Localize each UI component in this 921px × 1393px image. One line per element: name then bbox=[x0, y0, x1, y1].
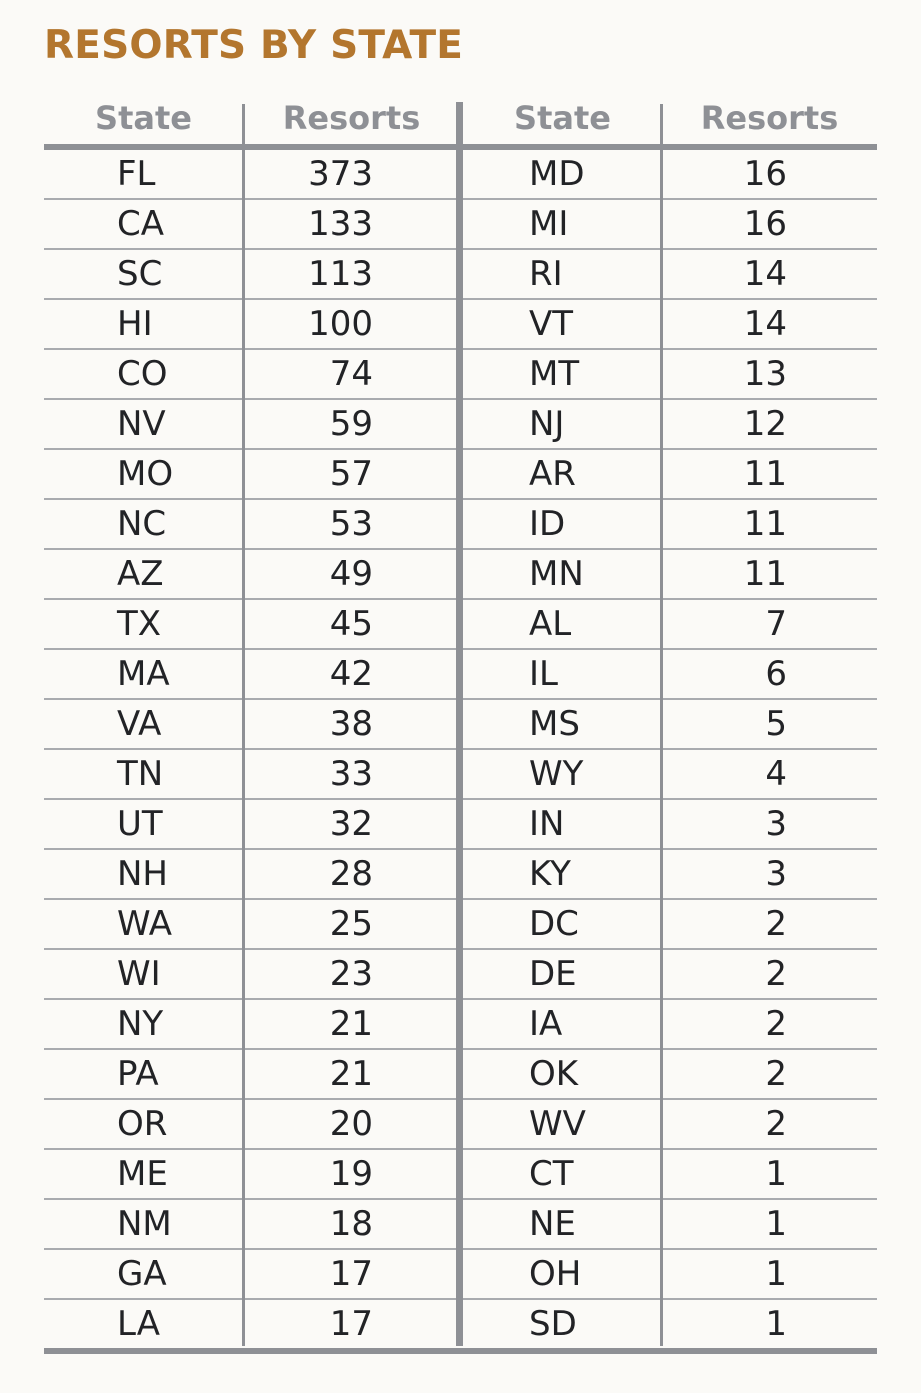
resorts-right-cell: 12 bbox=[743, 404, 787, 444]
state-right-cell: AR bbox=[529, 454, 576, 494]
resorts-right-cell: 2 bbox=[765, 954, 787, 994]
resorts-right-cell: 2 bbox=[765, 904, 787, 944]
state-left-cell: AZ bbox=[117, 554, 164, 594]
resorts-left-cell: 28 bbox=[329, 854, 373, 894]
resorts-right-cell: 2 bbox=[765, 1104, 787, 1144]
state-right-cell: ID bbox=[529, 504, 566, 544]
resorts-right-cell: 11 bbox=[743, 454, 787, 494]
state-right-cell: MT bbox=[529, 354, 580, 394]
resorts-left-cell: 25 bbox=[329, 904, 373, 944]
resorts-right-cell: 1 bbox=[765, 1154, 787, 1194]
resorts-left-cell: 23 bbox=[329, 954, 373, 994]
resorts-left-cell: 38 bbox=[329, 704, 373, 744]
state-left-cell: NC bbox=[117, 504, 167, 544]
state-right-cell: OH bbox=[529, 1254, 582, 1294]
resorts-right-cell: 1 bbox=[765, 1254, 787, 1294]
resorts-left-cell: 20 bbox=[329, 1104, 373, 1144]
state-left-cell: FL bbox=[117, 154, 156, 194]
resorts-table bbox=[44, 92, 877, 1354]
state-left-cell: LA bbox=[117, 1304, 160, 1344]
resorts-left-cell: 59 bbox=[329, 404, 373, 444]
resorts-left-cell: 42 bbox=[329, 654, 373, 694]
resorts-left-cell: 32 bbox=[329, 804, 373, 844]
state-left-cell: UT bbox=[117, 804, 163, 844]
state-right-cell: MS bbox=[529, 704, 580, 744]
state-left-cell: TN bbox=[117, 754, 164, 794]
state-right-cell: VT bbox=[529, 304, 574, 344]
resorts-left-cell: 33 bbox=[329, 754, 373, 794]
resorts-right-cell: 2 bbox=[765, 1054, 787, 1094]
state-right-cell: WV bbox=[529, 1104, 586, 1144]
resorts-left-cell: 100 bbox=[308, 304, 373, 344]
resorts-left-cell: 19 bbox=[329, 1154, 373, 1194]
state-right-cell: CT bbox=[529, 1154, 574, 1194]
resorts-left-cell: 113 bbox=[308, 254, 373, 294]
state-left-cell: NM bbox=[117, 1204, 172, 1244]
state-right-cell: MI bbox=[529, 204, 569, 244]
header-resorts-right: Resorts bbox=[700, 99, 839, 137]
resorts-left-cell: 17 bbox=[329, 1304, 373, 1344]
header-state-right: State bbox=[514, 99, 611, 137]
resorts-left-cell: 373 bbox=[308, 154, 373, 194]
state-right-cell: DC bbox=[529, 904, 579, 944]
resorts-left-cell: 21 bbox=[329, 1054, 373, 1094]
state-right-cell: IA bbox=[529, 1004, 563, 1044]
state-left-cell: CA bbox=[117, 204, 164, 244]
state-left-cell: SC bbox=[117, 254, 163, 294]
resorts-left-cell: 53 bbox=[329, 504, 373, 544]
resorts-right-cell: 4 bbox=[765, 754, 787, 794]
state-right-cell: IN bbox=[529, 804, 565, 844]
resorts-left-cell: 57 bbox=[329, 454, 373, 494]
column-divider-left bbox=[242, 104, 245, 1346]
state-right-cell: NJ bbox=[529, 404, 565, 444]
resorts-right-cell: 16 bbox=[743, 204, 787, 244]
resorts-right-cell: 11 bbox=[743, 504, 787, 544]
state-right-cell: DE bbox=[529, 954, 577, 994]
resorts-right-cell: 6 bbox=[765, 654, 787, 694]
resorts-left-cell: 49 bbox=[329, 554, 373, 594]
state-right-cell: WY bbox=[529, 754, 584, 794]
resorts-right-cell: 13 bbox=[743, 354, 787, 394]
state-left-cell: TX bbox=[117, 604, 162, 644]
header-state-left: State bbox=[95, 99, 192, 137]
resorts-right-cell: 14 bbox=[743, 254, 787, 294]
state-left-cell: ME bbox=[117, 1154, 168, 1194]
resorts-right-cell: 1 bbox=[765, 1204, 787, 1244]
resorts-left-cell: 18 bbox=[329, 1204, 373, 1244]
state-right-cell: NE bbox=[529, 1204, 576, 1244]
column-divider-center bbox=[456, 102, 463, 1346]
state-left-cell: NV bbox=[117, 404, 166, 444]
resorts-right-cell: 16 bbox=[743, 154, 787, 194]
resorts-right-cell: 11 bbox=[743, 554, 787, 594]
state-right-cell: SD bbox=[529, 1304, 577, 1344]
state-left-cell: CO bbox=[117, 354, 168, 394]
resorts-right-cell: 2 bbox=[765, 1004, 787, 1044]
resorts-left-cell: 17 bbox=[329, 1254, 373, 1294]
page-title: RESORTS BY STATE bbox=[44, 23, 464, 68]
resorts-right-cell: 1 bbox=[765, 1304, 787, 1344]
state-right-cell: MD bbox=[529, 154, 585, 194]
resorts-right-cell: 3 bbox=[765, 804, 787, 844]
state-left-cell: HI bbox=[117, 304, 153, 344]
state-left-cell: NY bbox=[117, 1004, 164, 1044]
column-divider-right bbox=[660, 104, 663, 1346]
state-left-cell: NH bbox=[117, 854, 168, 894]
resorts-left-cell: 74 bbox=[329, 354, 373, 394]
resorts-right-cell: 14 bbox=[743, 304, 787, 344]
state-right-cell: IL bbox=[529, 654, 558, 694]
resorts-right-cell: 3 bbox=[765, 854, 787, 894]
state-left-cell: OR bbox=[117, 1104, 168, 1144]
header-resorts-left: Resorts bbox=[282, 99, 421, 137]
resorts-left-cell: 133 bbox=[308, 204, 373, 244]
state-right-cell: KY bbox=[529, 854, 571, 894]
resorts-left-cell: 21 bbox=[329, 1004, 373, 1044]
state-left-cell: WI bbox=[117, 954, 161, 994]
state-left-cell: MA bbox=[117, 654, 170, 694]
state-left-cell: GA bbox=[117, 1254, 167, 1294]
state-left-cell: MO bbox=[117, 454, 174, 494]
state-left-cell: WA bbox=[117, 904, 173, 944]
resorts-left-cell: 45 bbox=[329, 604, 373, 644]
state-right-cell: RI bbox=[529, 254, 563, 294]
state-left-cell: PA bbox=[117, 1054, 159, 1094]
state-right-cell: OK bbox=[529, 1054, 579, 1094]
resorts-right-cell: 5 bbox=[765, 704, 787, 744]
resorts-right-cell: 7 bbox=[765, 604, 787, 644]
state-right-cell: MN bbox=[529, 554, 584, 594]
state-right-cell: AL bbox=[529, 604, 572, 644]
state-left-cell: VA bbox=[117, 704, 162, 744]
